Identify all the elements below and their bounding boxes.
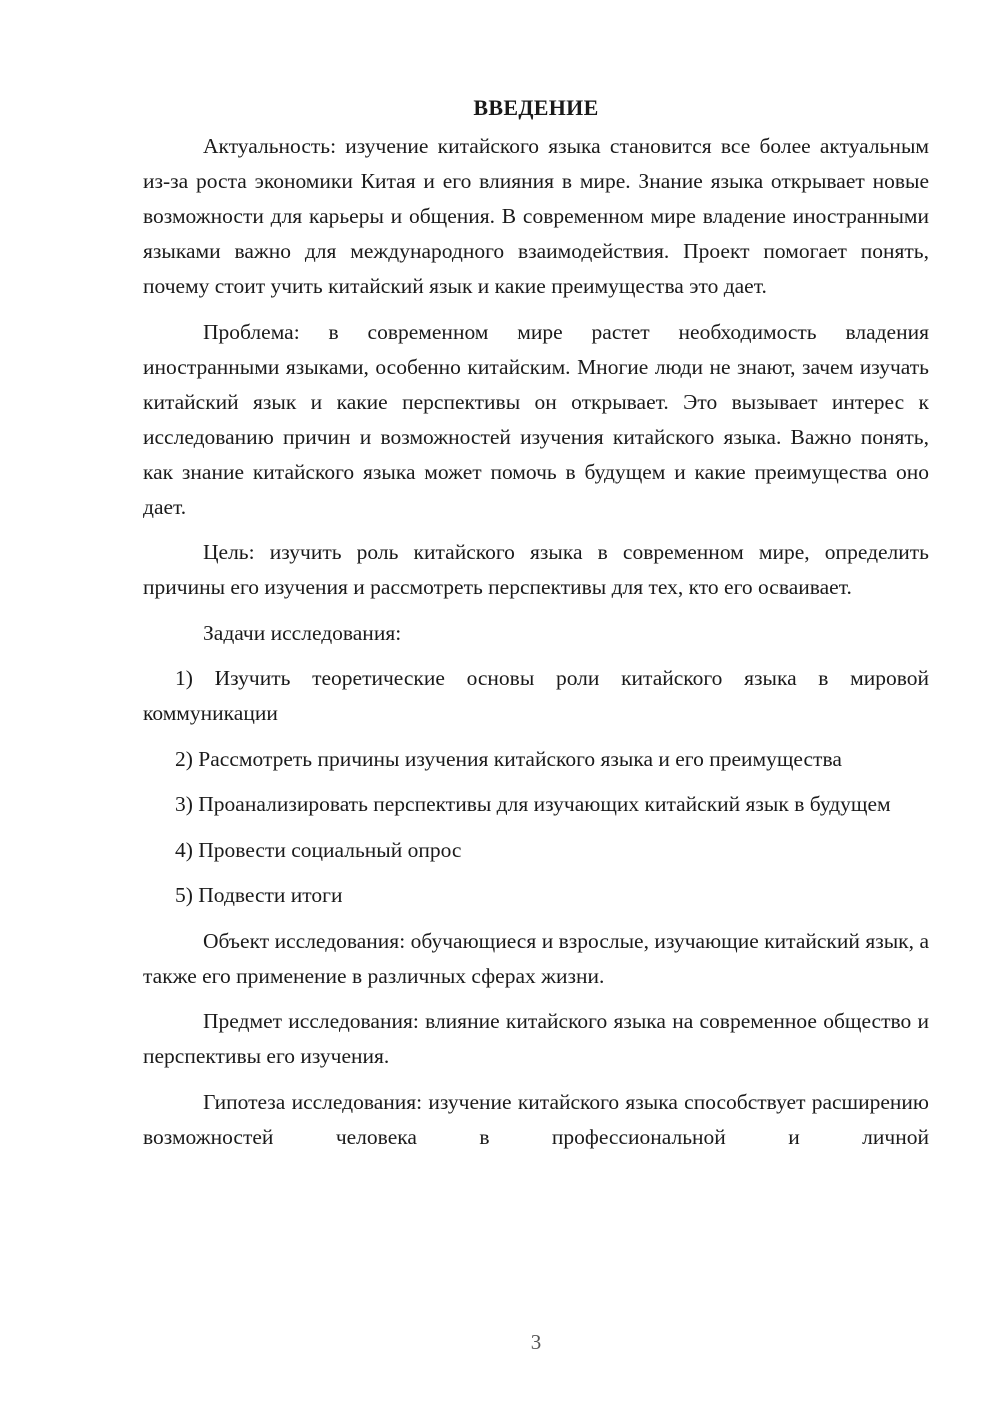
paragraph-object: Объект исследования: обучающиеся и взрослые, изучающие китайский язык, а также его применение в различных сферах жизни. [143,928,929,988]
paragraph-relevance: Актуальность: изучение китайского языка становится все более актуальным из-за роста экономики Китая и его влияния в мире. Знание языка открывает новые возможности для карьеры и общения. В современном мире владение иностранными языками важно для международного взаимодействия. Проект помогает понять, почему стоит учить китайский язык и какие преимущества это дает. [143,134,929,298]
paragraph-hypothesis: Гипотеза исследования: изучение китайского языка способствует расширению возможностей человека в профессиональной и личной [143,1089,929,1149]
paragraph-problem: Проблема: в современном мире растет необходимость владения иностранными языками, особенно китайским. Многие люди не знают, зачем изучать китайский язык и какие перспективы он открывает. Это вызывает интерес к исследованию причин и возможностей изучения китайского языка. Важно понять, как знание китайского языка может помочь в будущем и какие преимущества оно дает. [143,319,929,519]
section-heading: ВВЕДЕНИЕ [473,95,599,120]
task-item-4: 4) Провести социальный опрос [175,837,462,862]
page-body [143,90,929,1165]
task-item-3: 3) Проанализировать перспективы для изучающих китайский язык в будущем [175,792,891,816]
task-item-2: 2) Рассмотреть причины изучения китайского языка и его преимущества [175,746,842,771]
page-number: 3 [530,1330,542,1354]
paragraph-tasks-title: Задачи исследования: [203,620,402,645]
task-item-5: 5) Подвести итоги [175,883,343,907]
paragraph-goal: Цель: изучить роль китайского языка в современном мире, определить причины его изучения и рассмотреть перспективы для тех, кто его осваивает. [143,540,929,599]
paragraph-subject: Предмет исследования: влияние китайского языка на современное общество и перспективы его изучения. [143,1009,929,1068]
task-item-1: 1) Изучить теоретические основы роли китайского языка в мировой коммуникации [143,666,929,725]
